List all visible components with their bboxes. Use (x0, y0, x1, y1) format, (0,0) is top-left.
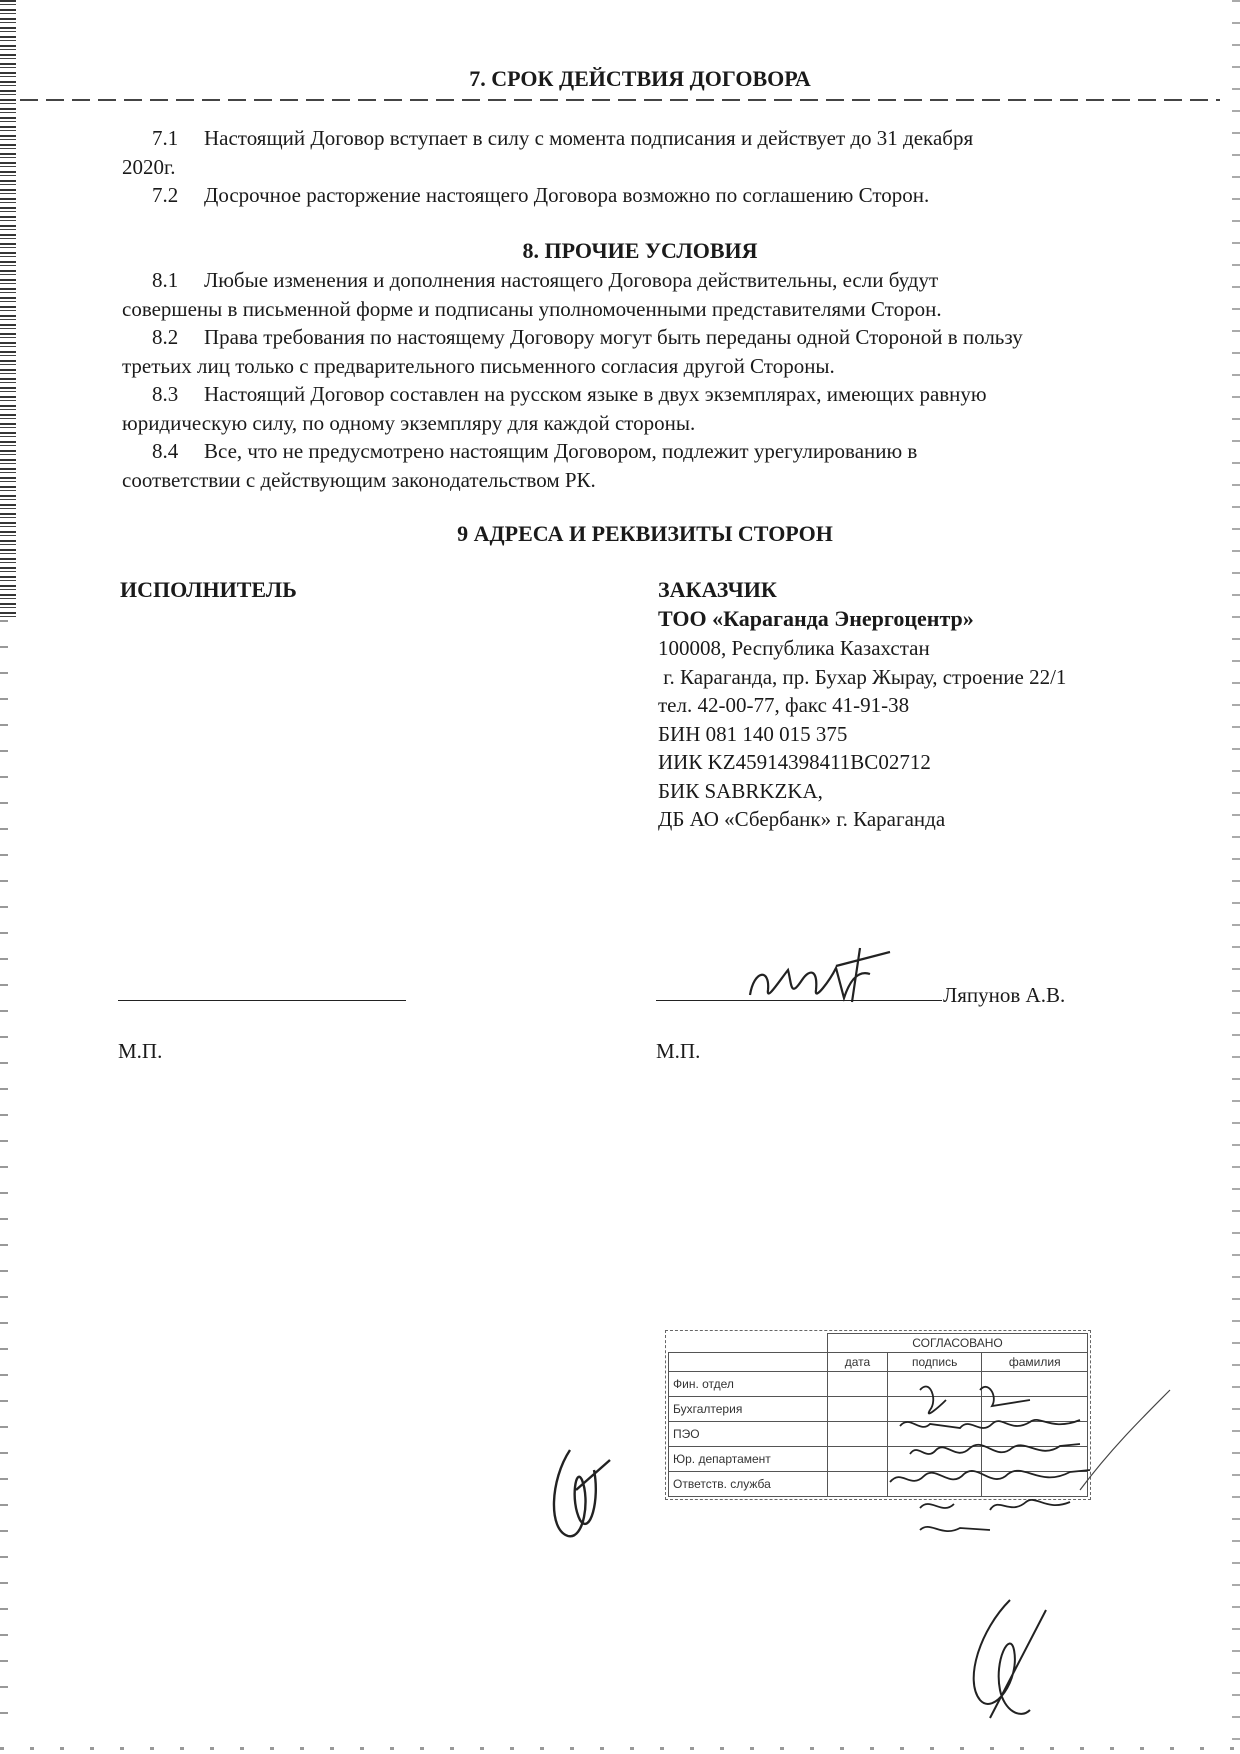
section7-title: 7. СРОК ДЕЙСТВИЯ ДОГОВОРА (469, 66, 811, 91)
customer-bank-line: ДБ АО «Сбербанк» г. Караганда (658, 807, 946, 831)
clause-8-1: 8.1 Любые изменения и дополнения настоящего Договора действительны, если будут совершены в письменной форме и подписаны уполномоченными представителями Сторон. (122, 268, 942, 321)
stamp-signatures (880, 1370, 1200, 1550)
executor-stamp-place: М.П. (118, 1039, 163, 1063)
section9-title: 9 АДРЕСА И РЕКВИЗИТЫ СТОРОН (457, 521, 833, 546)
customer-address-line: 100008, Республика Казахстан (658, 636, 930, 660)
customer-signature (740, 940, 910, 1010)
customer-phone-line: тел. 42-00-77, факс 41-91-38 (658, 693, 910, 717)
stamp-title: СОГЛАСОВАНО (828, 1334, 1088, 1353)
clause-8-2: 8.2 Права требования по настоящему Договору могут быть переданы одной Стороной в пользу третьих лиц только с предварительного письменного согласия другой Стороны. (122, 325, 1023, 378)
customer-signatory: Ляпунов А.В. (943, 983, 1066, 1007)
executor-signature-line (118, 1000, 406, 1001)
stray-signature (540, 1440, 620, 1550)
stamp-row: Ответств. служба (669, 1472, 1088, 1497)
bottom-signature (950, 1590, 1060, 1730)
section8-title: 8. ПРОЧИЕ УСЛОВИЯ (522, 238, 758, 263)
customer-company: ТОО «Караганда Энергоцентр» (658, 606, 974, 631)
stamp-col-sign: подпись (887, 1353, 982, 1372)
stamp-row: Бухгалтерия (669, 1397, 1088, 1422)
executor-heading: ИСПОЛНИТЕЛЬ (120, 577, 297, 602)
clause-8-3: 8.3 Настоящий Договор составлен на русском языке в двух экземплярах, имеющих равную юридическую силу, по одному экземпляру для каждой стороны. (122, 382, 987, 435)
scan-edge-bottom (0, 1747, 1240, 1750)
header-rule (20, 99, 1220, 101)
customer-details (658, 634, 1066, 834)
stamp-col-date: дата (828, 1353, 888, 1372)
customer-address-line: г. Караганда, пр. Бухар Жырау, строение 22/1 (658, 664, 1067, 689)
clause-7-2: 7.2 Досрочное расторжение настоящего Договора возможно по соглашению Сторон. (152, 183, 930, 207)
customer-bin-line: БИН 081 140 015 375 (658, 721, 848, 746)
customer-stamp-place: М.П. (656, 1039, 701, 1063)
stamp-col-name: фамилия (982, 1353, 1088, 1372)
customer-iik-line: ИИК KZ45914398411BC02712 (658, 750, 931, 774)
stamp-row: Юр. департамент (669, 1447, 1088, 1472)
clause-8-4: 8.4 Все, что не предусмотрено настоящим Договором, подлежит урегулированию в соответствии с действующим законодательством РК. (122, 439, 918, 492)
customer-heading: ЗАКАЗЧИК (658, 577, 777, 602)
stamp-row: Фин. отдел (669, 1372, 1088, 1397)
customer-bik-line: БИК SABRKZKA, (658, 778, 823, 803)
clause-7-1: 7.1 Настоящий Договор вступает в силу с момента подписания и действует до 31 декабря 2020г. (122, 126, 974, 179)
stamp-row: ПЭО (669, 1422, 1088, 1447)
scan-edge-left-lower (0, 620, 8, 1720)
